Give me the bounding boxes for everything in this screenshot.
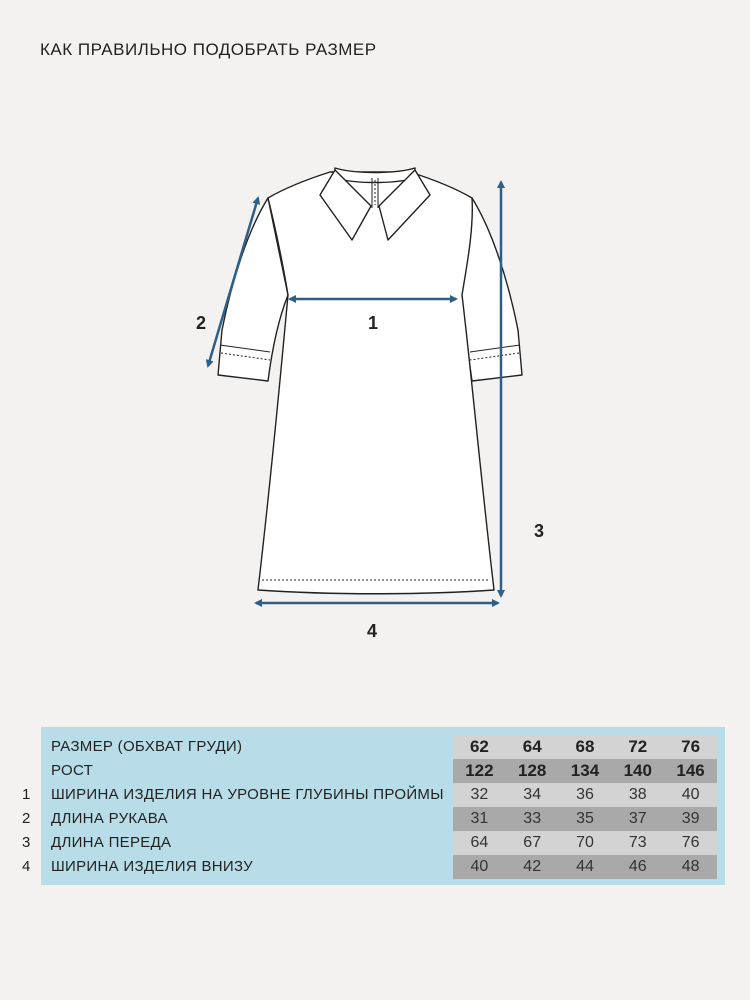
- row-values: [453, 735, 717, 759]
- row-label: РОСТ: [51, 762, 94, 779]
- table-cell: 134: [570, 761, 600, 780]
- measure-label-3: 3: [534, 521, 545, 541]
- table-cell: 73: [628, 834, 647, 851]
- table-row: [41, 831, 725, 855]
- measure-label-4: 4: [367, 621, 378, 641]
- table-row: [41, 783, 725, 807]
- measure-label-2: 2: [196, 313, 207, 333]
- table-cell: 64: [470, 834, 489, 851]
- table-cell: 37: [628, 810, 647, 827]
- table-cell: 64: [522, 737, 542, 756]
- row-values: [453, 759, 717, 783]
- table-cell: 62: [469, 737, 489, 756]
- table-cell: 32: [470, 786, 489, 803]
- measure-label-1: 1: [368, 313, 379, 333]
- size-table: [41, 727, 725, 885]
- row-number: 3: [22, 834, 31, 851]
- table-cell: 128: [518, 761, 547, 780]
- row-values: [453, 831, 717, 855]
- table-cell: 33: [523, 810, 542, 827]
- row-number: 4: [22, 858, 31, 875]
- row-number: 2: [22, 810, 31, 827]
- row-values: [453, 783, 717, 807]
- table-cell: 72: [628, 737, 648, 756]
- table-cell: 42: [523, 858, 542, 875]
- row-label: ДЛИНА РУКАВА: [51, 810, 168, 827]
- table-cell: 76: [681, 737, 701, 756]
- table-cell: 44: [576, 858, 594, 875]
- table-cell: 46: [628, 858, 647, 875]
- row-label: ШИРИНА ИЗДЕЛИЯ ВНИЗУ: [51, 858, 253, 875]
- table-row: [41, 855, 725, 879]
- table-cell: 68: [575, 737, 595, 756]
- table-cell: 40: [681, 786, 700, 803]
- table-cell: 146: [676, 761, 705, 780]
- page-title: КАК ПРАВИЛЬНО ПОДОБРАТЬ РАЗМЕР: [40, 40, 377, 59]
- row-label: ШИРИНА ИЗДЕЛИЯ НА УРОВНЕ ГЛУБИНЫ ПРОЙМЫ: [51, 786, 444, 803]
- dress-outline: [218, 168, 522, 594]
- row-values: [453, 807, 717, 831]
- table-row: [41, 807, 725, 831]
- table-cell: 76: [681, 834, 700, 851]
- table-cell: 70: [576, 834, 594, 851]
- table-cell: 39: [681, 810, 700, 827]
- table-cell: 36: [576, 786, 594, 803]
- table-cell: 48: [681, 858, 700, 875]
- row-label: ДЛИНА ПЕРЕДА: [51, 834, 172, 851]
- row-values: [453, 855, 717, 879]
- table-cell: 122: [465, 761, 494, 780]
- row-number: 1: [22, 786, 31, 803]
- table-row: [41, 759, 725, 783]
- table-row: [41, 735, 725, 759]
- table-cell: 140: [623, 761, 652, 780]
- row-label: РАЗМЕР (ОБХВАТ ГРУДИ): [51, 738, 243, 755]
- table-cell: 67: [523, 834, 542, 851]
- table-cell: 31: [470, 810, 489, 827]
- table-cell: 38: [628, 786, 647, 803]
- table-cell: 40: [470, 858, 489, 875]
- table-cell: 35: [576, 810, 594, 827]
- table-cell: 34: [523, 786, 542, 803]
